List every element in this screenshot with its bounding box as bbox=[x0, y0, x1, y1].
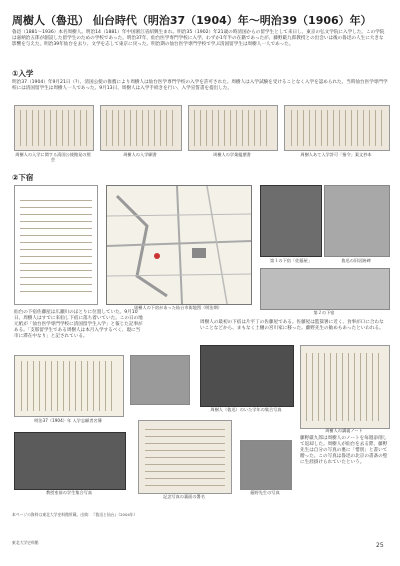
caption-notice: 記念写真の裏面の署名 bbox=[163, 494, 205, 499]
city-map bbox=[106, 185, 252, 305]
lodging-photo-1 bbox=[260, 185, 322, 257]
group-photo bbox=[200, 345, 294, 407]
caption-portrait: 藤野先生の写真 bbox=[250, 490, 280, 495]
caption-newspaper: 明治37（1904）年 入学志願者名簿 bbox=[34, 418, 102, 423]
document-image-2 bbox=[100, 105, 182, 151]
footer-source: 本ページの資料は東北大学史料館所蔵。出典：『魯迅と仙台』（2004年） bbox=[12, 512, 138, 517]
footer-publisher: 東北大学史料館 bbox=[12, 540, 39, 545]
class-photo-small bbox=[130, 355, 190, 405]
document-image-3 bbox=[188, 105, 278, 151]
caption-1: 周樹人の入学に関する清国公使館発の照会 bbox=[15, 152, 91, 163]
newspaper-clipping bbox=[14, 355, 124, 417]
caption-lodging-1: 第１の下宿「佐藤屋」 bbox=[270, 258, 312, 263]
caption-group-photo: 周樹人（魯迅）のいた学年の集合写真 bbox=[210, 407, 282, 412]
map-caption: 周樹人の下宿があった仙台市街地図（明治期） bbox=[134, 305, 222, 310]
memorial-stone-photo bbox=[324, 185, 390, 257]
caption-students-photo: 教授室前の学生集合写真 bbox=[45, 490, 93, 495]
students-photo bbox=[14, 432, 126, 490]
map-graphic bbox=[107, 186, 251, 304]
section-1-text: 明治37（1904）年9月21日（?）、清国公使の推薦により周樹人は仙台医学専門学校の入学を許可された。周樹人は入学試験を受けることなく入学を認められた。当時仙台医学専門学校には清国留学生は周樹人一人であった。9月13日、周樹人は入学手続きを行い、入学宣誓書を提出した。 bbox=[12, 80, 388, 91]
section-2-text-right: 周樹人の最初の下宿は片平丁の佐藤屋である。佐藤屋は監獄署に近く、食事が口に合わないことなどから、まもなく土樋の宮川家に移った。藤野先生の勧めもあったといわれる。 bbox=[200, 320, 384, 331]
portrait-photo bbox=[240, 440, 292, 490]
caption-2: 周樹人の入学願書 bbox=[123, 152, 157, 157]
caption-manuscript: 周樹人の講義ノート bbox=[325, 428, 363, 433]
intro-paragraph: 魯迅（1881〜1936）本名周樹人。明治14（1881）年中国浙江省紹興生まれ。明治35（1902）年21歳の時清国からの留学生として来日し、東京の弘文学院に入学した。この学院は嘉納治五郎が創設した留学生のための学校であった。明治37年、仙台医学専門学校に入学。わずか1年半の在籍であったが、藤野厳九郎教授との出会いは後の魯迅の人生に大きな影響を与えた。明治39年仙台を去り、文学を志して東京に戻った。明治期の仙台医学専門学校で学ぶ清国留学生は周樹人一人であった。 bbox=[12, 30, 385, 47]
page-title: 周樹人（魯迅） 仙台時代（明治37（1904）年〜明治39（1906）年） bbox=[12, 14, 372, 27]
caption-memorial: 魯迅の旧居跡碑 bbox=[341, 258, 371, 263]
lodging-register-image bbox=[14, 185, 98, 305]
section-1-heading: ①入学 bbox=[12, 69, 34, 78]
document-image-4 bbox=[284, 105, 390, 151]
page-number: 25 bbox=[376, 542, 384, 549]
section-2-text-left: 仙台の下宿佐藤屋は広瀬川のほとりに位置していた。9月10日、周樹人はすでに来仙し下宿に落ち着いていた。この日の地元紙が「仙台医学専門学校に清国留学生入学」と報じた記事がある。「支那留学生である周樹人は本月入学するべく、現に当市に滞在中なり」と記されている。 bbox=[14, 310, 143, 339]
caption-3: 周樹人の学業履歴書 bbox=[213, 152, 251, 157]
caption-lodging-2: 第２の下宿 bbox=[313, 310, 335, 315]
caption-4: 周樹人あて入学許可「指令」案文抄本 bbox=[300, 152, 372, 157]
section-2-heading: ②下宿 bbox=[12, 173, 34, 182]
document-image-1 bbox=[14, 105, 94, 151]
notice-document bbox=[138, 420, 232, 494]
lodging-photo-2 bbox=[260, 268, 390, 310]
section-2-text-bottom: 藤野厳九郎は周樹人のノートを毎週添削して返却した。周樹人が仙台を去る際、藤野先生は自分の写真の裏に「惜別」と書いて贈った。この写真は魯迅の北京の書斎の壁に生涯掛けられていたという。 bbox=[300, 436, 388, 465]
manuscript-image bbox=[300, 345, 390, 429]
